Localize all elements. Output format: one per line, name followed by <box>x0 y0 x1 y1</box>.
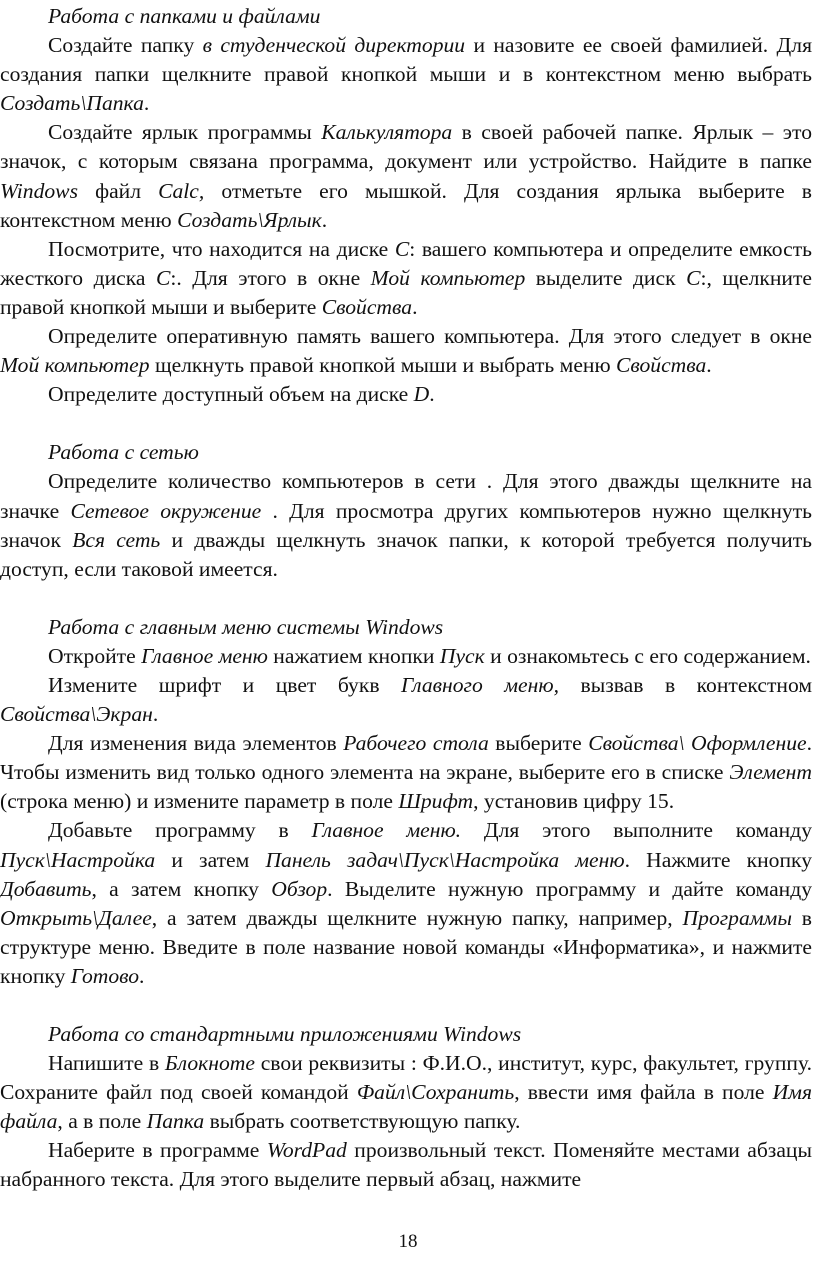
paragraph <box>0 816 812 991</box>
italic-term: С <box>155 265 171 290</box>
text-run: выбрать соответствующую папку. <box>204 1109 521 1134</box>
paragraph <box>0 1136 812 1194</box>
italic-term: Имя файла <box>0 1080 812 1134</box>
text-run: :. Для этого в окне <box>170 265 371 290</box>
text-run: в своей рабочей папке. Ярлык – это значок, с которым связана программа, документ или устройство. Найдите в папке <box>0 120 812 174</box>
text-run: файл <box>78 178 159 203</box>
italic-term: Свойства <box>615 353 707 378</box>
text-run: Добавьте программу в <box>48 818 312 843</box>
text-run: . <box>706 353 712 378</box>
italic-term: Свойства\ Оформление <box>588 731 807 756</box>
section-heading: Работа с главным меню системы Windows <box>48 614 444 639</box>
italic-term: Windows <box>0 178 78 203</box>
italic-term: Элемент <box>729 760 812 785</box>
text-run: . Нажмите кнопку <box>624 847 812 872</box>
italic-term: Создать\Папка <box>0 91 144 116</box>
text-run: и дважды щелкнуть значок папки, к которой требуется получить доступ, если таковой имеется. <box>0 527 813 581</box>
text-run: произвольный текст. Поменяйте местами абзацы набранного текста. Для этого выделите первый абзац, нажмите <box>0 1138 812 1192</box>
section-gap <box>0 584 812 613</box>
text-run: Посмотрите, что находится на диске <box>48 236 395 261</box>
italic-term: Программы <box>682 905 792 930</box>
text-run: Определите количество компьютеров в сети . Для этого дважды щелкните на значке <box>0 469 812 523</box>
text-run: Наберите в программе <box>48 1138 267 1163</box>
italic-term: Обзор <box>271 876 328 901</box>
paragraph <box>0 467 812 583</box>
italic-term: Блокноте <box>164 1051 255 1076</box>
text-run: нажатием кнопки <box>267 643 440 668</box>
text-run: . Выделите нужную программу и дайте команду <box>327 876 812 901</box>
text-run: Определите доступный объем на диске <box>48 382 414 407</box>
italic-term: Готово <box>70 963 140 988</box>
italic-term: Свойства\Экран <box>0 702 153 727</box>
text-run: . <box>143 91 150 116</box>
italic-term: WordPad <box>266 1138 347 1163</box>
text-run: . <box>412 294 418 319</box>
paragraph <box>0 118 812 234</box>
text-run: свои реквизиты : Ф.И.О., институт, курс, факультет, группу. Сохраните файл под своей командой <box>0 1051 812 1105</box>
text-run: Измените шрифт и цвет букв <box>48 672 402 697</box>
page-number: 18 <box>398 1231 418 1252</box>
paragraph <box>0 322 812 380</box>
text-run: и ознакомьтесь с его содержанием. <box>484 643 811 668</box>
text-run: выберите <box>488 731 589 756</box>
text-run: Создайте папку <box>48 33 203 58</box>
italic-term: Панель задач\Пуск\Настройка меню <box>265 847 625 872</box>
italic-term: Пуск <box>439 643 485 668</box>
text-run: выделите диск <box>525 265 687 290</box>
text-run: Для этого выполните команду <box>461 818 812 843</box>
text-run: Создайте ярлык программы <box>48 120 322 145</box>
text-run: , а в поле <box>57 1109 147 1134</box>
text-run: Для изменения вида элементов <box>48 731 344 756</box>
italic-term: Calc, <box>158 178 205 203</box>
section-gap <box>0 409 812 438</box>
italic-term: Главное меню. <box>311 818 462 843</box>
text-run: и затем <box>155 847 266 872</box>
italic-term: D <box>413 382 430 407</box>
text-run: в структуре меню. Введите в поле название новой команды «Информатика», и нажмите кнопку <box>0 905 812 988</box>
page-content <box>0 2 812 1195</box>
text-run: и назовите ее своей фамилией. Для создания папки щелкните правой кнопкой мыши и в контекстном меню выбрать <box>0 33 812 87</box>
text-run: . <box>429 382 435 407</box>
paragraph <box>0 31 812 118</box>
text-run: Откройте <box>48 643 142 668</box>
text-run: , а затем кнопку <box>91 876 272 901</box>
text-run: , установив цифру 15. <box>473 789 675 814</box>
italic-term: Мой компьютер <box>370 265 526 290</box>
italic-term: Создать\Ярлык <box>177 207 322 232</box>
italic-term: Папка <box>146 1109 205 1134</box>
italic-term: Главное меню <box>141 643 268 668</box>
text-run: Напишите в <box>48 1051 165 1076</box>
text-run: вызвав в контекстном <box>558 672 812 697</box>
italic-term: Рабочего стола <box>343 731 489 756</box>
section-heading: Работа с папками и файлами <box>48 4 321 28</box>
text-run: щелкнуть правой кнопкой мыши и выбрать меню <box>149 353 616 378</box>
paragraph <box>0 671 812 729</box>
text-run: , ввести имя файла в поле <box>514 1080 773 1105</box>
section-heading: Работа с сетью <box>48 440 199 465</box>
paragraph <box>0 1049 812 1136</box>
text-run: . <box>139 963 145 988</box>
paragraph <box>0 729 812 816</box>
italic-term: Мой компьютер <box>0 353 150 378</box>
section-heading: Работа со стандартными приложениями Windows <box>48 1022 522 1046</box>
text-run: (строка меню) и измените параметр в поле <box>0 789 399 814</box>
text-run: :, щелкните правой кнопкой мыши и выберите <box>0 265 812 319</box>
section-gap <box>0 991 812 1020</box>
italic-term: С <box>686 265 701 290</box>
italic-term: Пуск\Настройка <box>0 847 156 872</box>
italic-term: Главного меню, <box>401 672 559 697</box>
text-run: , а затем дважды щелкните нужную папку, например, <box>151 905 683 930</box>
italic-term: Шрифт <box>398 789 474 814</box>
italic-term: Открыть\Далее <box>0 905 152 930</box>
italic-term: в студенческой директории <box>202 33 466 58</box>
paragraph <box>0 642 812 671</box>
text-run: . <box>321 207 328 232</box>
text-run: Определите оперативную память вашего компьютера. Для этого следует в окне <box>48 324 812 349</box>
text-run: . <box>152 702 159 727</box>
italic-term: Свойства <box>321 294 413 319</box>
italic-term: Калькулятора <box>321 120 453 145</box>
italic-term: С <box>394 236 410 261</box>
italic-term: Сетевое окружение <box>70 498 262 523</box>
italic-term: Вся сеть <box>72 527 161 552</box>
italic-term: Добавить <box>0 876 92 901</box>
text-run: . Чтобы изменить вид только одного элемента на экране, выберите его в списке <box>0 731 812 785</box>
text-run: отметьте его мышкой. Для создания ярлыка выберите в контекстном меню <box>0 178 812 232</box>
text-run: : вашего компьютера и определите емкость жесткого диска <box>0 236 812 290</box>
paragraph <box>0 380 812 409</box>
paragraph <box>0 235 812 322</box>
italic-term: Файл\Сохранить <box>356 1080 515 1105</box>
text-run: . Для просмотра других компьютеров нужно щелкнуть значок <box>0 498 812 552</box>
